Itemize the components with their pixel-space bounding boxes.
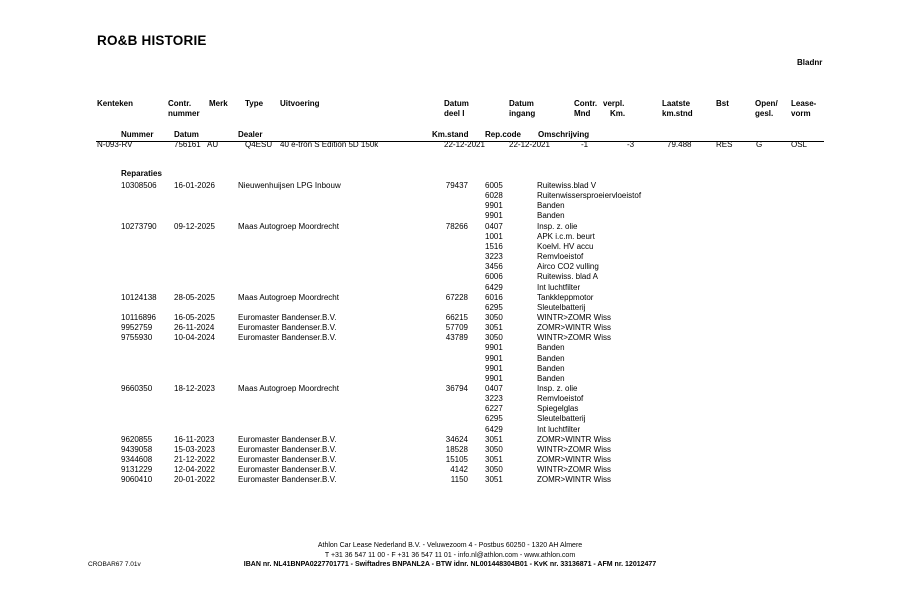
vehicle-kenteken: N-093-RV [97, 140, 133, 149]
repair-km-stand: 36794 [445, 384, 468, 393]
header-contr-mnd-2: Mnd [574, 109, 591, 118]
vehicle-datum-deel-1: 22-12-2021 [444, 140, 485, 149]
repair-datum: 16-11-2023 [174, 434, 215, 444]
repair-nummer: 9620855 [121, 434, 153, 444]
section-label-reparaties: Reparaties [121, 169, 162, 178]
repair-datum: 16-01-2026 [174, 181, 215, 190]
repair-nummer: 9439058 [121, 444, 153, 454]
repair-code: 3223 [485, 394, 503, 404]
repair-code: 3051 [485, 455, 503, 465]
repair-omschrijving: Remvloeistof [537, 252, 584, 262]
table-row [0, 283, 900, 293]
table-row [0, 201, 900, 211]
repair-dealer: Euromaster Bandenser.B.V. [238, 455, 337, 465]
repair-omschrijving: Int luchtfilter [537, 282, 581, 292]
repair-nummer: 10273790 [121, 221, 157, 231]
repair-km-stand: 15105 [445, 455, 468, 465]
repair-datum: 12-04-2022 [174, 465, 215, 475]
table-row [0, 465, 900, 475]
repair-nummer: 9660350 [121, 384, 153, 393]
repair-code: 9901 [485, 211, 503, 221]
header-lease-vorm-2: vorm [791, 109, 811, 118]
repair-omschrijving: Tankkleppmotor [537, 292, 594, 302]
footer-contact: T +31 36 547 11 00 - F +31 36 547 11 01 - info.nl@athlon.com - www.athlon.com [324, 552, 576, 559]
header-kenteken: Kenteken [97, 99, 134, 108]
repair-datum: 09-12-2025 [174, 221, 215, 231]
repair-code: 9901 [485, 373, 503, 383]
table-row [0, 364, 900, 374]
header-omschrijving: Omschrijving [538, 130, 590, 139]
repair-omschrijving: ZOMR>WINTR Wiss [537, 323, 611, 333]
repair-code: 0407 [485, 221, 503, 231]
repair-km-stand: 34624 [445, 434, 468, 444]
repair-datum: 16-05-2025 [174, 312, 215, 322]
form-code: CROBAR67 7.01v [88, 561, 141, 568]
repair-nummer: 9755930 [121, 333, 153, 343]
repair-nummer: 9952759 [121, 323, 153, 333]
vehicle-open-gesl: G [756, 140, 763, 149]
repair-nummer: 10124138 [121, 292, 157, 302]
repair-code: 3050 [485, 465, 503, 475]
repair-dealer: Euromaster Bandenser.B.V. [238, 444, 337, 454]
repair-code: 6016 [485, 292, 503, 302]
table-row [0, 404, 900, 414]
repair-dealer: Maas Autogroep Moordrecht [238, 221, 339, 231]
table-row [0, 272, 900, 282]
repair-km-stand: 79437 [445, 181, 468, 190]
header-verpl-km-2: Km. [610, 109, 626, 118]
repair-code: 9901 [485, 363, 503, 373]
repair-omschrijving: Spiegelglas [537, 404, 579, 414]
repair-nummer: 9060410 [121, 475, 153, 485]
vehicle-bst: RES [716, 140, 733, 149]
repair-dealer: Euromaster Bandenser.B.V. [238, 323, 337, 333]
repair-code: 6295 [485, 302, 503, 312]
table-row [0, 181, 900, 191]
table-row [0, 232, 900, 242]
table-row [0, 425, 900, 435]
table-row [0, 303, 900, 313]
table-row [0, 262, 900, 272]
repair-omschrijving: Banden [537, 373, 565, 383]
repair-omschrijving: ZOMR>WINTR Wiss [537, 455, 611, 465]
repair-datum: 26-11-2024 [174, 323, 215, 333]
repair-omschrijving: Ruitenwissersproeiervloeistof [537, 191, 642, 201]
repair-datum: 20-01-2022 [174, 475, 215, 485]
repair-nummer: 10116896 [121, 312, 156, 322]
table-row [0, 211, 900, 221]
page-number-label: Bladnr [797, 58, 823, 67]
repair-code: 6006 [485, 272, 503, 282]
vehicle-contr-mnd: -1 [581, 140, 589, 149]
repair-code: 3051 [485, 434, 503, 444]
repair-omschrijving: APK i.c.m. beurt [537, 231, 595, 241]
header-nummer: Nummer [121, 130, 154, 139]
repair-code: 1001 [485, 231, 503, 241]
repair-km-stand: 66215 [445, 312, 468, 322]
repair-omschrijving: Banden [537, 363, 565, 373]
document-title: RO&B HISTORIE [97, 33, 207, 48]
repair-code: 3051 [485, 475, 503, 485]
repair-code: 9901 [485, 353, 503, 363]
repair-km-stand: 1150 [450, 475, 468, 485]
repair-omschrijving: Insp. z. olie [537, 221, 578, 231]
repair-dealer: Euromaster Bandenser.B.V. [238, 465, 337, 475]
header-datum-ingang-1: Datum [509, 99, 534, 108]
repair-code: 3050 [485, 444, 503, 454]
header-laatste-2: km.stnd [662, 109, 693, 118]
table-row [0, 435, 900, 445]
repair-omschrijving: Insp. z. olie [537, 384, 578, 393]
table-row [0, 455, 900, 465]
repair-code: 3050 [485, 333, 503, 343]
repair-datum: 15-03-2023 [174, 444, 215, 454]
repair-nummer: 10308506 [121, 181, 157, 190]
repair-dealer: Maas Autogroep Moordrecht [238, 384, 339, 393]
repair-omschrijving: ZOMR>WINTR Wiss [537, 475, 611, 485]
table-row [0, 242, 900, 252]
repair-code: 6227 [485, 404, 503, 414]
header-type: Type [245, 99, 264, 108]
header-contr-mnd-1: Contr. [574, 99, 598, 108]
footer-registration: IBAN nr. NL41BNPA0227701771 - Swiftadres BNPANL2A - BTW idnr. NL001448304B01 - KvK nr. 33136871 - AFM nr. 12012477 [243, 561, 657, 568]
repair-code: 0407 [485, 384, 503, 393]
table-row [0, 191, 900, 201]
repair-km-stand: 43789 [445, 333, 468, 343]
repair-omschrijving: Airco CO2 vulling [537, 262, 599, 272]
table-row [0, 252, 900, 262]
repair-omschrijving: Sleutelbatterij [537, 302, 586, 312]
repair-datum: 18-12-2023 [174, 384, 215, 393]
repair-omschrijving: Koelvl. HV accu [537, 241, 594, 251]
table-row [0, 394, 900, 404]
repair-omschrijving: WINTR>ZOMR Wiss [537, 444, 611, 454]
header-km-stand: Km.stand [432, 130, 469, 139]
repair-datum: 10-04-2024 [174, 333, 215, 343]
vehicle-laatste-km: 79.488 [667, 140, 692, 149]
header-datum: Datum [174, 130, 199, 139]
repair-code: 6295 [485, 414, 503, 424]
repair-omschrijving: ZOMR>WINTR Wiss [537, 434, 611, 444]
repair-code: 3223 [485, 252, 503, 262]
vehicle-merk: AU [207, 140, 219, 149]
repair-dealer: Euromaster Bandenser.B.V. [238, 333, 337, 343]
header-datum-deel-2: deel I [444, 109, 465, 118]
header-datum-deel-1: Datum [444, 99, 469, 108]
repair-km-stand: 57709 [445, 323, 468, 333]
table-row [0, 343, 900, 353]
repair-dealer: Nieuwenhuijsen LPG Inbouw [238, 181, 341, 190]
table-row [0, 354, 900, 364]
repair-km-stand: 18528 [445, 444, 468, 454]
header-lease-vorm-1: Lease- [791, 99, 817, 108]
repair-code: 3456 [485, 262, 503, 272]
repair-omschrijving: Banden [537, 211, 565, 221]
table-row [0, 374, 900, 384]
repair-omschrijving: Ruitewiss.blad V [537, 181, 597, 190]
repair-code: 3051 [485, 323, 503, 333]
table-row [0, 414, 900, 424]
repair-dealer: Euromaster Bandenser.B.V. [238, 434, 337, 444]
table-row [0, 323, 900, 333]
repair-code: 6005 [485, 181, 503, 190]
header-bst: Bst [716, 99, 729, 108]
footer-address: Athlon Car Lease Nederland B.V. - Veluwezoom 4 - Postbus 60250 - 1320 AH Almere [317, 542, 583, 549]
repair-code: 6028 [485, 191, 503, 201]
table-row [0, 293, 900, 303]
repair-datum: 21-12-2022 [174, 455, 215, 465]
table-row [0, 475, 900, 485]
repair-code: 3050 [485, 312, 503, 322]
header-dealer: Dealer [238, 130, 263, 139]
header-contr-nummer-1: Contr. [168, 99, 192, 108]
header-open-gesl-1: Open/ [755, 99, 778, 108]
repair-code: 1516 [485, 241, 503, 251]
repair-datum: 28-05-2025 [174, 292, 215, 302]
vehicle-verpl-km: -3 [627, 140, 635, 149]
repair-nummer: 9344608 [121, 455, 153, 465]
repair-code: 6429 [485, 282, 503, 292]
repair-dealer: Euromaster Bandenser.B.V. [238, 475, 337, 485]
table-row [0, 384, 900, 394]
header-open-gesl-2: gesl. [755, 109, 774, 118]
vehicle-uitvoering: 40 e-tron S Edition 5D 150k [280, 140, 379, 149]
header-uitvoering: Uitvoering [280, 99, 320, 108]
header-datum-ingang-2: ingang [509, 109, 536, 118]
vehicle-type: Q4ESU [245, 140, 273, 149]
repair-omschrijving: Banden [537, 353, 565, 363]
header-laatste-1: Laatste [662, 99, 691, 108]
header-contr-nummer-2: nummer [168, 109, 200, 118]
repair-dealer: Euromaster Bandenser.B.V. [238, 312, 337, 322]
repair-km-stand: 4142 [450, 465, 468, 475]
header-merk: Merk [209, 99, 228, 108]
repair-omschrijving: Int luchtfilter [537, 424, 581, 434]
repair-km-stand: 67228 [445, 292, 468, 302]
header-verpl-km-1: verpl. [603, 99, 625, 108]
repair-omschrijving: Sleutelbatterij [537, 414, 586, 424]
header-rep-code: Rep.code [485, 130, 522, 139]
vehicle-datum-ingang: 22-12-2021 [509, 140, 550, 149]
repair-omschrijving: Remvloeistof [537, 394, 584, 404]
table-row [0, 333, 900, 343]
repair-dealer: Maas Autogroep Moordrecht [238, 292, 339, 302]
vehicle-contract: 756161 [174, 140, 201, 149]
repair-omschrijving: Banden [537, 201, 565, 211]
repair-omschrijving: WINTR>ZOMR Wiss [537, 465, 611, 475]
vehicle-lease-vorm: OSL [791, 140, 808, 149]
repair-omschrijving: WINTR>ZOMR Wiss [537, 312, 611, 322]
repair-omschrijving: Ruitewiss. blad A [537, 272, 598, 282]
repair-code: 6429 [485, 424, 503, 434]
repair-omschrijving: Banden [537, 343, 565, 353]
repair-nummer: 9131229 [121, 465, 153, 475]
repair-omschrijving: WINTR>ZOMR Wiss [537, 333, 611, 343]
table-row [0, 313, 900, 323]
repair-km-stand: 78266 [445, 221, 468, 231]
table-row [0, 445, 900, 455]
table-row [0, 222, 900, 232]
repair-code: 9901 [485, 343, 503, 353]
repair-code: 9901 [485, 201, 503, 211]
